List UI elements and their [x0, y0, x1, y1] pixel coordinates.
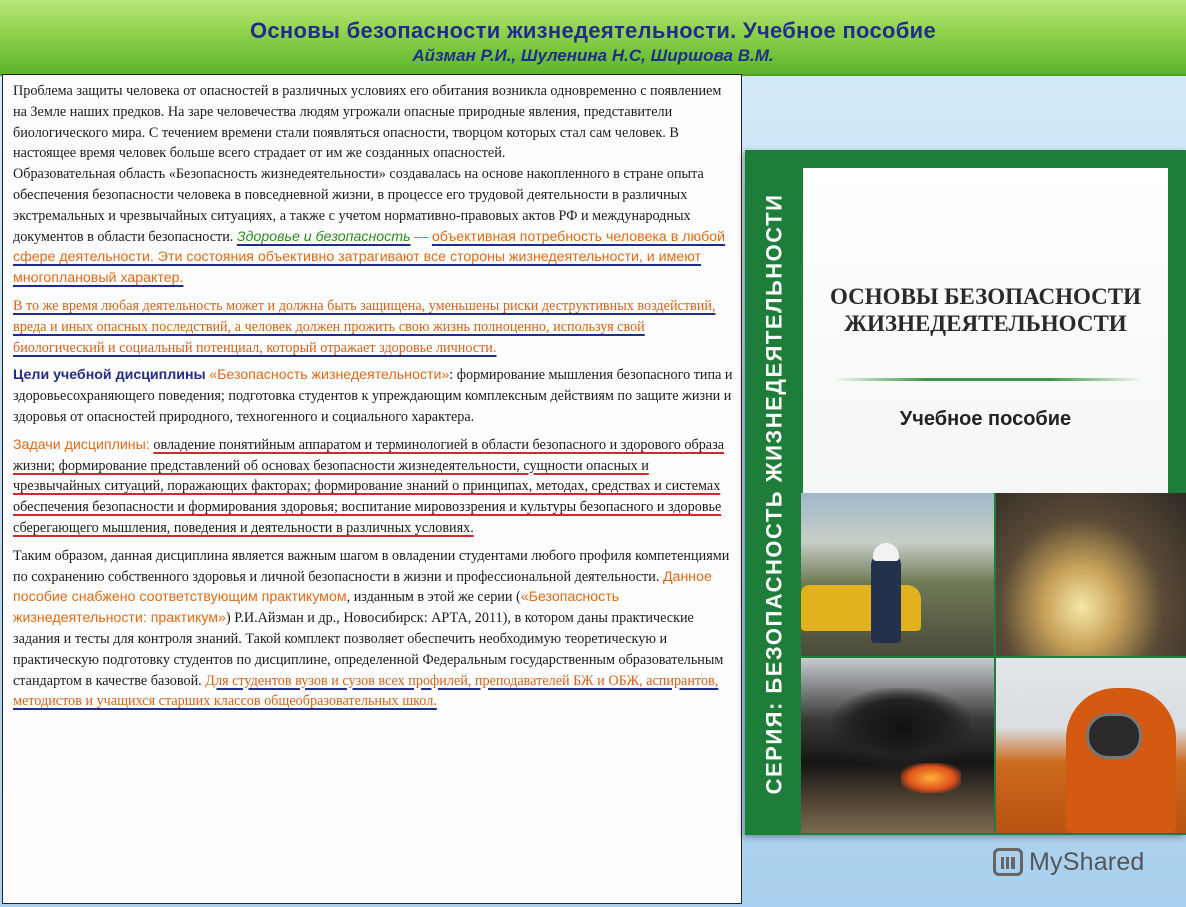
goals-title: «Безопасность жизнедеятельности»	[209, 367, 450, 384]
text-panel	[2, 74, 742, 904]
health-rest: объективная потребность человека в любой сфере деятельности. Эти состояния объективно затрагивают все стороны жизнедеятельности, и имеют многоплановый характер.	[13, 228, 726, 287]
myshared-watermark	[993, 845, 1163, 879]
goals-text: формирование мышления безопасного типа и здоровьесохраняющего поведения; подготовка студентов к упреждающим комплексным действиям по защите жизни и здоровья от опасностей природного, техногенного и социального характера.	[13, 367, 733, 425]
audience-text: Для студентов вузов и сузов всех профилей, преподавателей БЖ и ОБЖ, аспирантов, методистов и учащихся старших классов общеобразовательных школ.	[13, 672, 719, 710]
book-cover-title-line2: ЖИЗНЕДЕЯТЕЛЬНОСТИ	[844, 311, 1127, 336]
manual-phrase: Данное пособие снабжено соответствующим практикумом	[13, 568, 712, 606]
manual-series: «Безопасность жизнедеятельности: практикум»	[13, 589, 620, 627]
book-spine-text: СЕРИЯ: БЕЗОПАСНОСТЬ ЖИЗНЕДЕЯТЕЛЬНОСТИ	[761, 193, 787, 795]
tasks-paragraph	[13, 435, 733, 539]
health-dash: —	[414, 228, 429, 245]
book-cover-panel	[803, 168, 1168, 493]
photo-storm	[996, 493, 1186, 656]
photo-gas-mask	[996, 658, 1186, 833]
book-cover-title	[803, 283, 1168, 337]
intro-paragraph	[13, 81, 733, 164]
slide-title: Основы безопасности жизнедеятельности. Учебное пособие	[249, 18, 937, 43]
summary-paragraph	[13, 546, 733, 712]
photo-firefighters	[801, 493, 994, 656]
summary-text: Таким образом, данная дисциплина является важным шагом в овладении студентами любого профиля компетенциями по сохранению собственного здоровья и личной безопасности в жизни и профессиональной деятельности.	[13, 547, 730, 585]
goals-paragraph	[13, 365, 733, 427]
manual-rest: ) Р.И.Айзман и др., Новосибирск: АРТА, 2011), в котором даны практические задания и тесты для контроля знаний. Такой комплект позволяет обеспечить необходимую теоретическую и практическую подготовку студентов по дисциплине, определенной Федеральным государственным образовательным стандартом в качестве базовой.	[13, 610, 724, 689]
area-text: Образовательная область «Безопасность жизнедеятельности» создавалась на основе накопленного в стране опыта обеспечения безопасности человека в повседневной жизни, в процессе его трудовой деятельности в различных экстремальных и чрезвычайных ситуациях, а также с учетом нормативно-правовых актов РФ и международных документов в области безопасности.	[13, 166, 704, 245]
book-cover-title-line1: ОСНОВЫ БЕЗОПАСНОСТИ	[830, 284, 1141, 309]
book-cover-image	[745, 150, 1186, 835]
photo-fire-smoke	[801, 658, 994, 833]
risk-text: В то же время любая деятельность может и должна быть защищена, уменьшены риски деструктивных воздействий, вреда и иных опасных последствий, а человек должен прожить свою жизнь полноценно, используя свой биологический и социальный потенциал, который отражает здоровье личности.	[13, 297, 716, 356]
myshared-label: MyShared	[1029, 847, 1145, 876]
book-cover-subtitle: Учебное пособие	[899, 408, 1072, 430]
risk-paragraph	[13, 296, 733, 358]
slide-authors: Айзман Р.И., Шуленина Н.С, Ширшова В.М.	[412, 46, 774, 65]
manual-mid: , изданным в этой же серии (	[346, 589, 521, 606]
book-spine	[751, 158, 797, 830]
book-cover-divider	[833, 378, 1143, 381]
health-phrase: Здоровье и безопасность	[236, 228, 411, 245]
goals-label: Цели учебной дисциплины	[13, 367, 206, 384]
myshared-logo-icon	[993, 848, 1023, 876]
area-paragraph	[13, 164, 733, 289]
goals-colon: :	[449, 367, 454, 384]
tasks-text: овладение понятийным аппаратом и терминологией в области безопасного и здорового образа жизни; формирование представлений об основах безопасности жизнедеятельности, сущности опасных и чрезвычайных ситуаций, поражающих факторах; формирование знаний о принципах, методах, средствах и системах обеспечения безопасности и формирования здоровья; воспитание мировоззрения и культуры безопасного и здоровье сберегающего мышления, поведения и деятельности в различных условиях.	[13, 436, 724, 536]
tasks-label: Задачи дисциплины:	[13, 436, 150, 453]
slide-header	[0, 0, 1186, 76]
intro-text: Проблема защиты человека от опасностей в различных условиях его обитания возникла одновременно с появлением на Земле наших предков. На заре человечества людям угрожали опасные природные явления, представители биологического мира. С течением времени стали появляться опасности, творцом которых стал сам человек. В настоящее время человек больше всего страдает от им же созданных опасностей.	[13, 83, 722, 162]
